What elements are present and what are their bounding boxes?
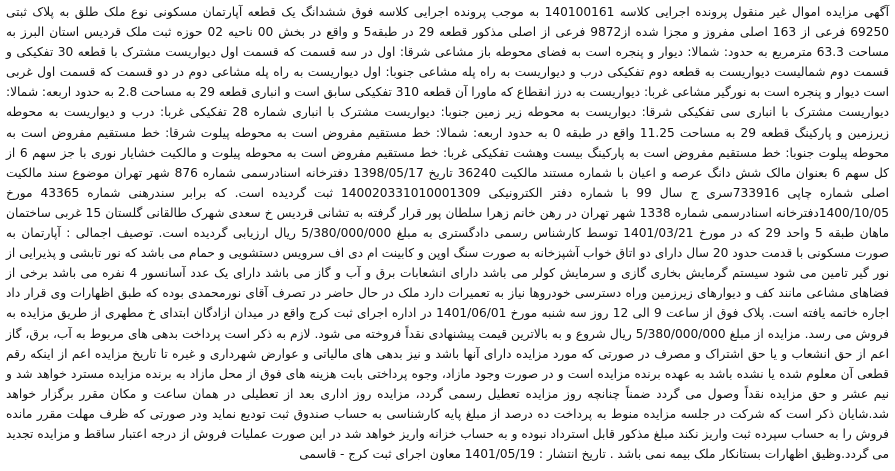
auction-notice-text: آگهی مزایده اموال غیر منقول پرونده اجرایی کلاسه 140100161 به موجب پرونده اجرایی کلاسه فوق ششدانگ یک قطعه آپارتمان مسکونی نوع ملک طلق به پلاک ثبتی 69250 فرعی از 163 اصلی مفروز و مجزا شده از9872 فرعی از اصلی مذکور قطعه 29 در طبقه5 و واقع در بخش 00 ناحیه 02 حوزه ثبت ملک قردیس استان البرز به مساحت 63.3 مترمربع به حدود: شمالا: دیوار و پنجره است به فضای محوطه باز مشاعی شرقا: اول در سه قسمت که قسمت اول دیواریست مشترک با قطعه 30 تفکیکی و قسمت دوم شمالیست دیواریست به قطعه دوم تفکیکی درب و دیواریست به راه پله مشاعی جنوبا: اول دیواریست به راه پله مشاعی دوم در دو قسمت که قسمت اول غربی است دیوار و پنجره است به نورگیر مشاعی غربا: دیواریست به درز انقطاع که ماورا آن قطعه 310 تفکیکی سابق است و انباری قطعه 29 به مساحت 2.8 به حدود اربعه: شمالا: دیواریست مشترک با انباری سی تفکیکی شرقا: دیواریست به محوطه زیر زمین جنوبا: دیواریست مشترک با انباری شماره 28 تفکیکی غربا: درب و دیواریست به محوطه زیرزمین و پارکینگ قطعه 29 به مساحت 11.25 واقع در طبقه 0 به حدود اربعه: شمالا: خط مستقیم مفروض است به محوطه پیلوت شرقا: خط مستقیم مفروض است به محوطه پیلوت جنوبا: خط مستقیم مفروض است به پارکینگ بیست وهشت تفکیکی غربا: خط مستقیم مفروض است به محوطه پیلوت و مالکیت خشایار نوری با جز سهم 6 از کل سهم 6 بعنوان مالک شش دانگ عرصه و اعیان با شماره مستند مالکیت 36240 تاریخ 1398/05/17 دفترخانه اسنادرسمی شماره 876 شهر تهران موضوع سند مالکیت اصلی شماره چاپی 733916سری ج سال 99 با شماره دفتر الکترونیکی 140020331010001309 ثبت گردیده است. که برابر سندرهنی شماره 43365 مورخ 1400/10/05دفترخانه اسنادرسمی شماره 1338 شهر تهران در رهن خانم زهرا سلطان پور قرار گرفته به تشانی قردیس خ سعدی شهرک طالقانی گلستان 15 غربی ساختمان ماهان طبقه 5 واحد 29 که در مورخ 1401/03/21 توسط کارشناس رسمی دادگستری به مبلغ 5/380/000/000 ریال ارزیابی گردیده است. توصیف اجمالی : آپارتمان به صورت مسکونی با قدمت حدود 20 سال دارای دو اتاق خواب آشپزخانه به صورت سنگ اوپن و کابینت ام دی اف سرویس دستشویی و حمام می باشد که نور تابشی و پذیرایی از نور گیر تامین می شود سیستم گرمایش بخاری گازی و سرمایش کولر می باشد دارای انشعابات برق و آب و گاز می باشد دارای یک عدد آسانسور 4 نفره می باشد برخی از فضاهای مشاعی مانند کف و دیوارهای زیرزمین وراه دسترسی خودروها نیاز به تعمیرات دارد ملک در حال حاضر در تصرف آقای نورمحمدی بوده که طبق اظهارات وی قرار داد اجاره خاتمه یافته است. پلاک فوق از ساعت 9 الی 12 روز سه شنبه مورخ 1401/06/01 در اداره اجرای ثبت کرج واقع در میدان ازادگان ابتدای خ مطهری از طریق مزایده به فروش می رسد. مزایده از مبلغ 5/380/000/000 ریال شروع و به بالاترین قیمت پیشنهادی نقداً فروخته می شود. لازم به ذکر است پرداخت بدهی های مربوط به آب، برق، گاز اعم از حق انشعاب و یا حق اشتراک و مصرف در صورتی که مورد مزایده دارای آنها باشد و نیز بدهی های مالیاتی و عوارض شهرداری و غیره تا تاریخ مزایده اعم از اینکه رقم قطعی آن معلوم شده یا نشده باشد به عهده برنده مزایده است و در صورت وجود مازاد، وجوه پرداختی بابت هزینه های فوق از محل مازاد به برنده مزایده مسترد خواهد شد و نیم عشر و حق مزایده نقداً وصول می گردد ضمناً چنانچه روز مزایده تعطیل رسمی گردد، مزایده روز اداری بعد از تعطیلی در همان ساعت و مکان مقرر برگزار خواهد شد.شایان ذکر است که شرکت در جلسه مزایده منوط به پرداخت ده درصد از مبلغ پایه کارشناسی به حساب صندوق ثبت تودیع نماید ودر صورتی که ظرف مهلت مقرر مانده فروش را به حساب سپرده ثبت واریز نکند مبلغ مذکور قابل استرداد نبوده و به حساب خزانه واریز خواهد شد در این صورت عملیات فروش از درجه اعتبار ساقط و مزایده تجدید می گردد.وظیق اظهارات بستانکار ملک بیمه نمی باشد . تاریخ انتشار : 1401/05/19 معاون اجرای ثبت کرج - قاسمی (6, 5, 890, 462)
